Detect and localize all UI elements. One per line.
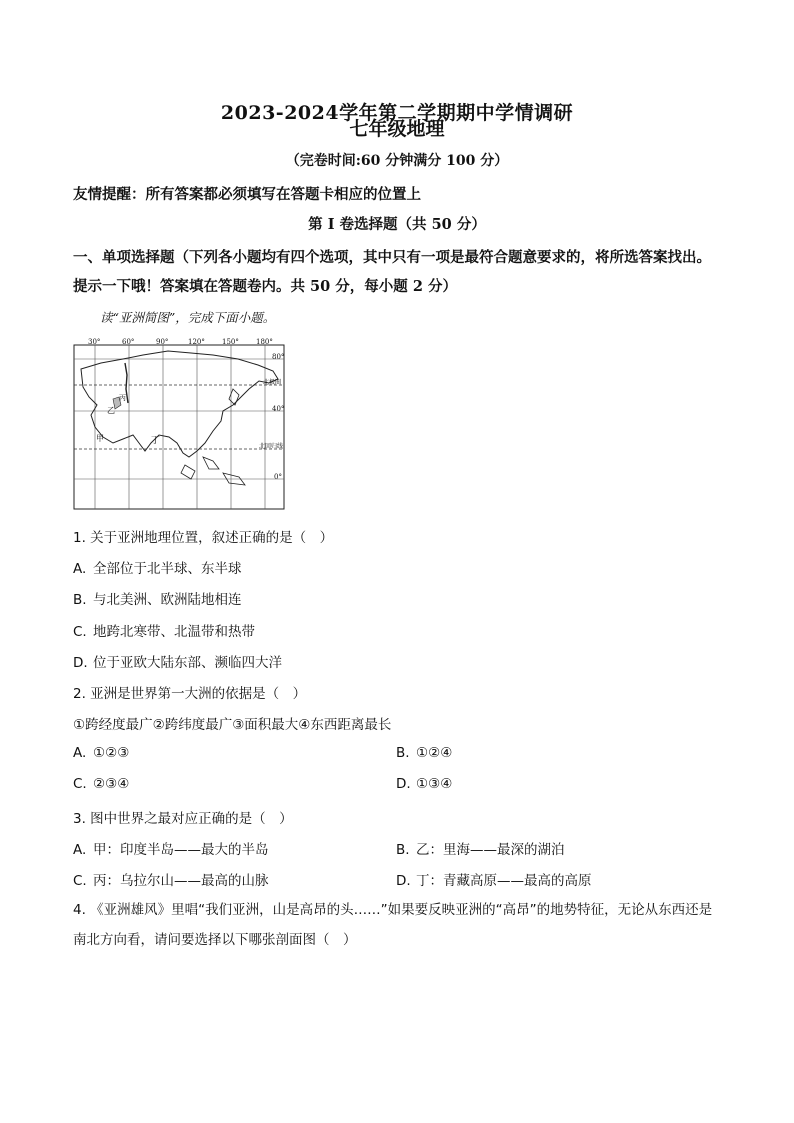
q1-option-b: B. 与北美洲、欧洲陆地相连 [73,592,242,608]
lon-label-150: 150° [222,338,239,346]
q3-option-c: C. 丙：乌拉尔山——最高的山脉 [73,873,269,889]
q2-option-c: C. ②③④ [73,776,130,792]
exam-subject: 七年级地理 [349,118,445,140]
question-1-stem: 1. 关于亚洲地理位置，叙述正确的是（ ） [73,530,334,546]
arctic-circle-label: 北极圈 [263,379,282,386]
region-jia: 甲 [96,434,104,443]
question-3-stem: 3. 图中世界之最对应正确的是（ ） [73,811,293,827]
region-bing: 丙 [119,394,126,402]
tropic-label: 北回归线 [259,443,284,450]
q1-option-a: A. 全部位于北半球、东半球 [73,561,242,577]
lat-label-0: 0° [274,473,282,481]
q3-option-b: B. 乙：里海——最深的湖泊 [396,842,565,858]
exam-timing: （完卷时间:60 分钟满分 100 分） [285,153,509,169]
exam-title: 2023-2024学年第二学期期中学情调研 [220,102,574,124]
lon-label-60: 60° [122,338,135,346]
region-ding: 丁 [151,436,161,446]
map-note: 读“亚洲简图”，完成下面小题。 [100,310,276,325]
q1-option-d: D. 位于亚欧大陆东部、濒临四大洋 [73,655,282,671]
q2-option-b: B. ①②④ [396,745,453,761]
q3-option-a: A. 甲：印度半岛——最大的半岛 [73,842,269,858]
section-heading: 第 I 卷选择题（共 50 分） [308,216,486,233]
reminder-text: 友情提醒：所有答案都必须填写在答题卡相应的位置上 [73,186,421,203]
lon-label-30: 30° [88,338,101,346]
lat-label-40: 40° [272,405,285,413]
question-2-statements: ①跨经度最广②跨纬度最广③面积最大④东西距离最长 [73,717,392,733]
asia-map [73,339,288,511]
lon-label-90: 90° [156,338,169,346]
lon-label-120: 120° [188,338,205,346]
q2-option-d: D. ①③④ [396,776,453,792]
instructions-text: 一、单项选择题（下列各小题均有四个选项，其中只有一项是最符合题意要求的，将所选答案找出。提示一下哦！答案填在答题卷内。共 50 分，每小题 2 分） [73,249,711,295]
lat-label-80: 80° [272,353,285,361]
q1-option-c: C. 地跨北寒带、北温带和热带 [73,624,255,640]
q3-option-d: D. 丁：青藏高原——最高的高原 [396,873,592,889]
question-2-stem: 2. 亚洲是世界第一大洲的依据是（ ） [73,686,307,702]
region-yi: 乙 [107,406,115,415]
question-4-stem: 4. 《亚洲雄风》里唱“我们亚洲，山是高昂的头……”如果要反映亚洲的“高昂”的地势特征，无论从东西还是南北方向看，请问要选择以下哪张剖面图（ ） [73,902,713,948]
q2-option-a: A. ①②③ [73,745,130,761]
lon-label-180: 180° [256,338,273,346]
